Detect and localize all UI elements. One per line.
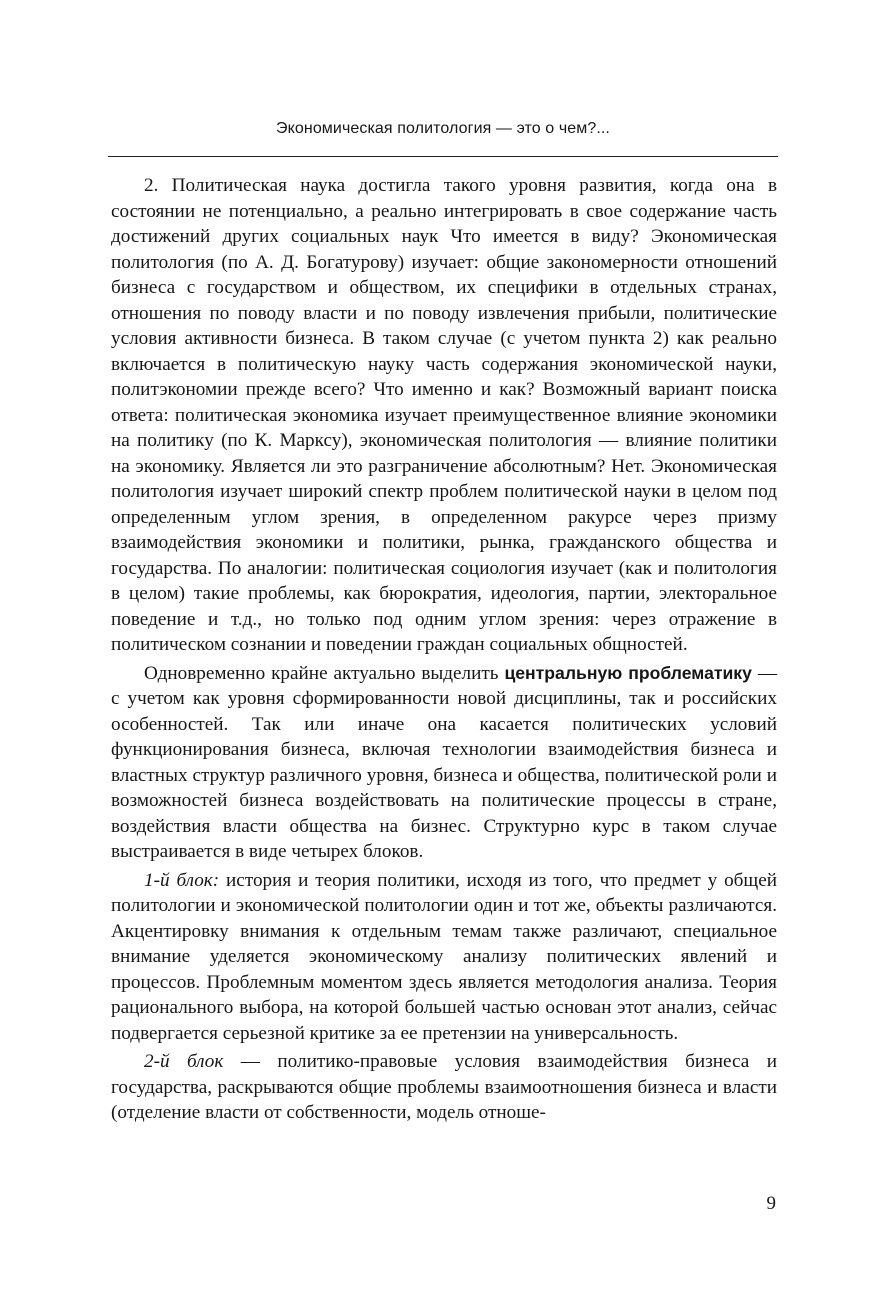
page-number: 9	[766, 1193, 776, 1214]
bold-term: центральную проблематику	[504, 662, 752, 683]
block-label: 2-й блок	[144, 1051, 224, 1072]
paragraph-block-2	[111, 1049, 777, 1126]
paragraph-text: Одновременно крайне актуально выделить	[144, 662, 505, 684]
header-divider	[108, 156, 778, 157]
running-header: Экономическая политология — это о чем?...	[276, 120, 610, 137]
block-label: 1-й блок:	[144, 869, 220, 891]
paragraph-point-2: 2. Политическая наука достигла такого уровня развития, когда она в состоянии не потенциально, а реально интегрировать в свое содержание часть достижений других социальных наук Что имеется в виду? Экономическая политология (по А. Д. Богатурову) изучает: общие закономерности отношений бизнеса с государством и обществом, их специфики в отдельных странах, отношения по поводу власти и по поводу извлечения прибыли, политические условия активности бизнеса. В таком случае (с учетом пункта 2) как реально включается в политическую науку часть содержания экономической науки, политэкономии прежде всего? Что именно и как? Возможный вариант поиска ответа: политическая экономика изучает преимущественное влияние экономики на политику (по К. Марксу), экономическая политология — влияние политики на экономику. Является ли это разграничение абсолютным? Нет. Экономическая политология изучает широкий спектр проблем политической науки в целом под определенным углом зрения, в определенном ракурсе через призму взаимодействия экономики и политики, рынка, гражданского общества и государства. По аналогии: политическая социология изучает (как и политология в целом) такие проблемы, как бюрократия, идеология, партии, электоральное поведение и т.д., но только под одним углом зрения: через отражение в политическом сознании и поведении граждан социальных общностей.	[111, 175, 777, 655]
paragraph-text: история и теория политики, исходя из того, что предмет у общей политологии и экономической политологии один и тот же, объекты различаются. Акцентировку внимания к отдельным темам также различают, специальное внимание уделяется экономическому анализу политических явлений и процессов. Проблемным моментом здесь является методология анализа. Теория рационального выбора, на которой большей частью основан этот анализ, сейчас подвергается серьезной критике за ее претензии на универсальность.	[111, 869, 777, 1044]
paragraph-central-problematics	[111, 661, 777, 865]
paragraph-text: — политико-правовые условия взаимодействия бизнеса и государства, раскрываются общие проблемы взаимоотношения бизнеса и власти (отделение власти от собственности, модель отноше-	[111, 1051, 777, 1123]
page-body	[111, 173, 777, 1129]
paragraph-text: — с учетом как уровня сформированности новой дисциплины, так и российских особенностей. Так или иначе она касается политических условий функционирования бизнеса, включая технологии взаимодействия бизнеса и властных структур различного уровня, бизнеса и общества, политической роли и возможностей бизнеса воздействовать на политические процессы в стране, воздействия власти общества на бизнес. Структурно курс в таком случае выстраивается в виде четырех блоков.	[111, 662, 778, 862]
paragraph-block-1	[111, 868, 777, 1047]
